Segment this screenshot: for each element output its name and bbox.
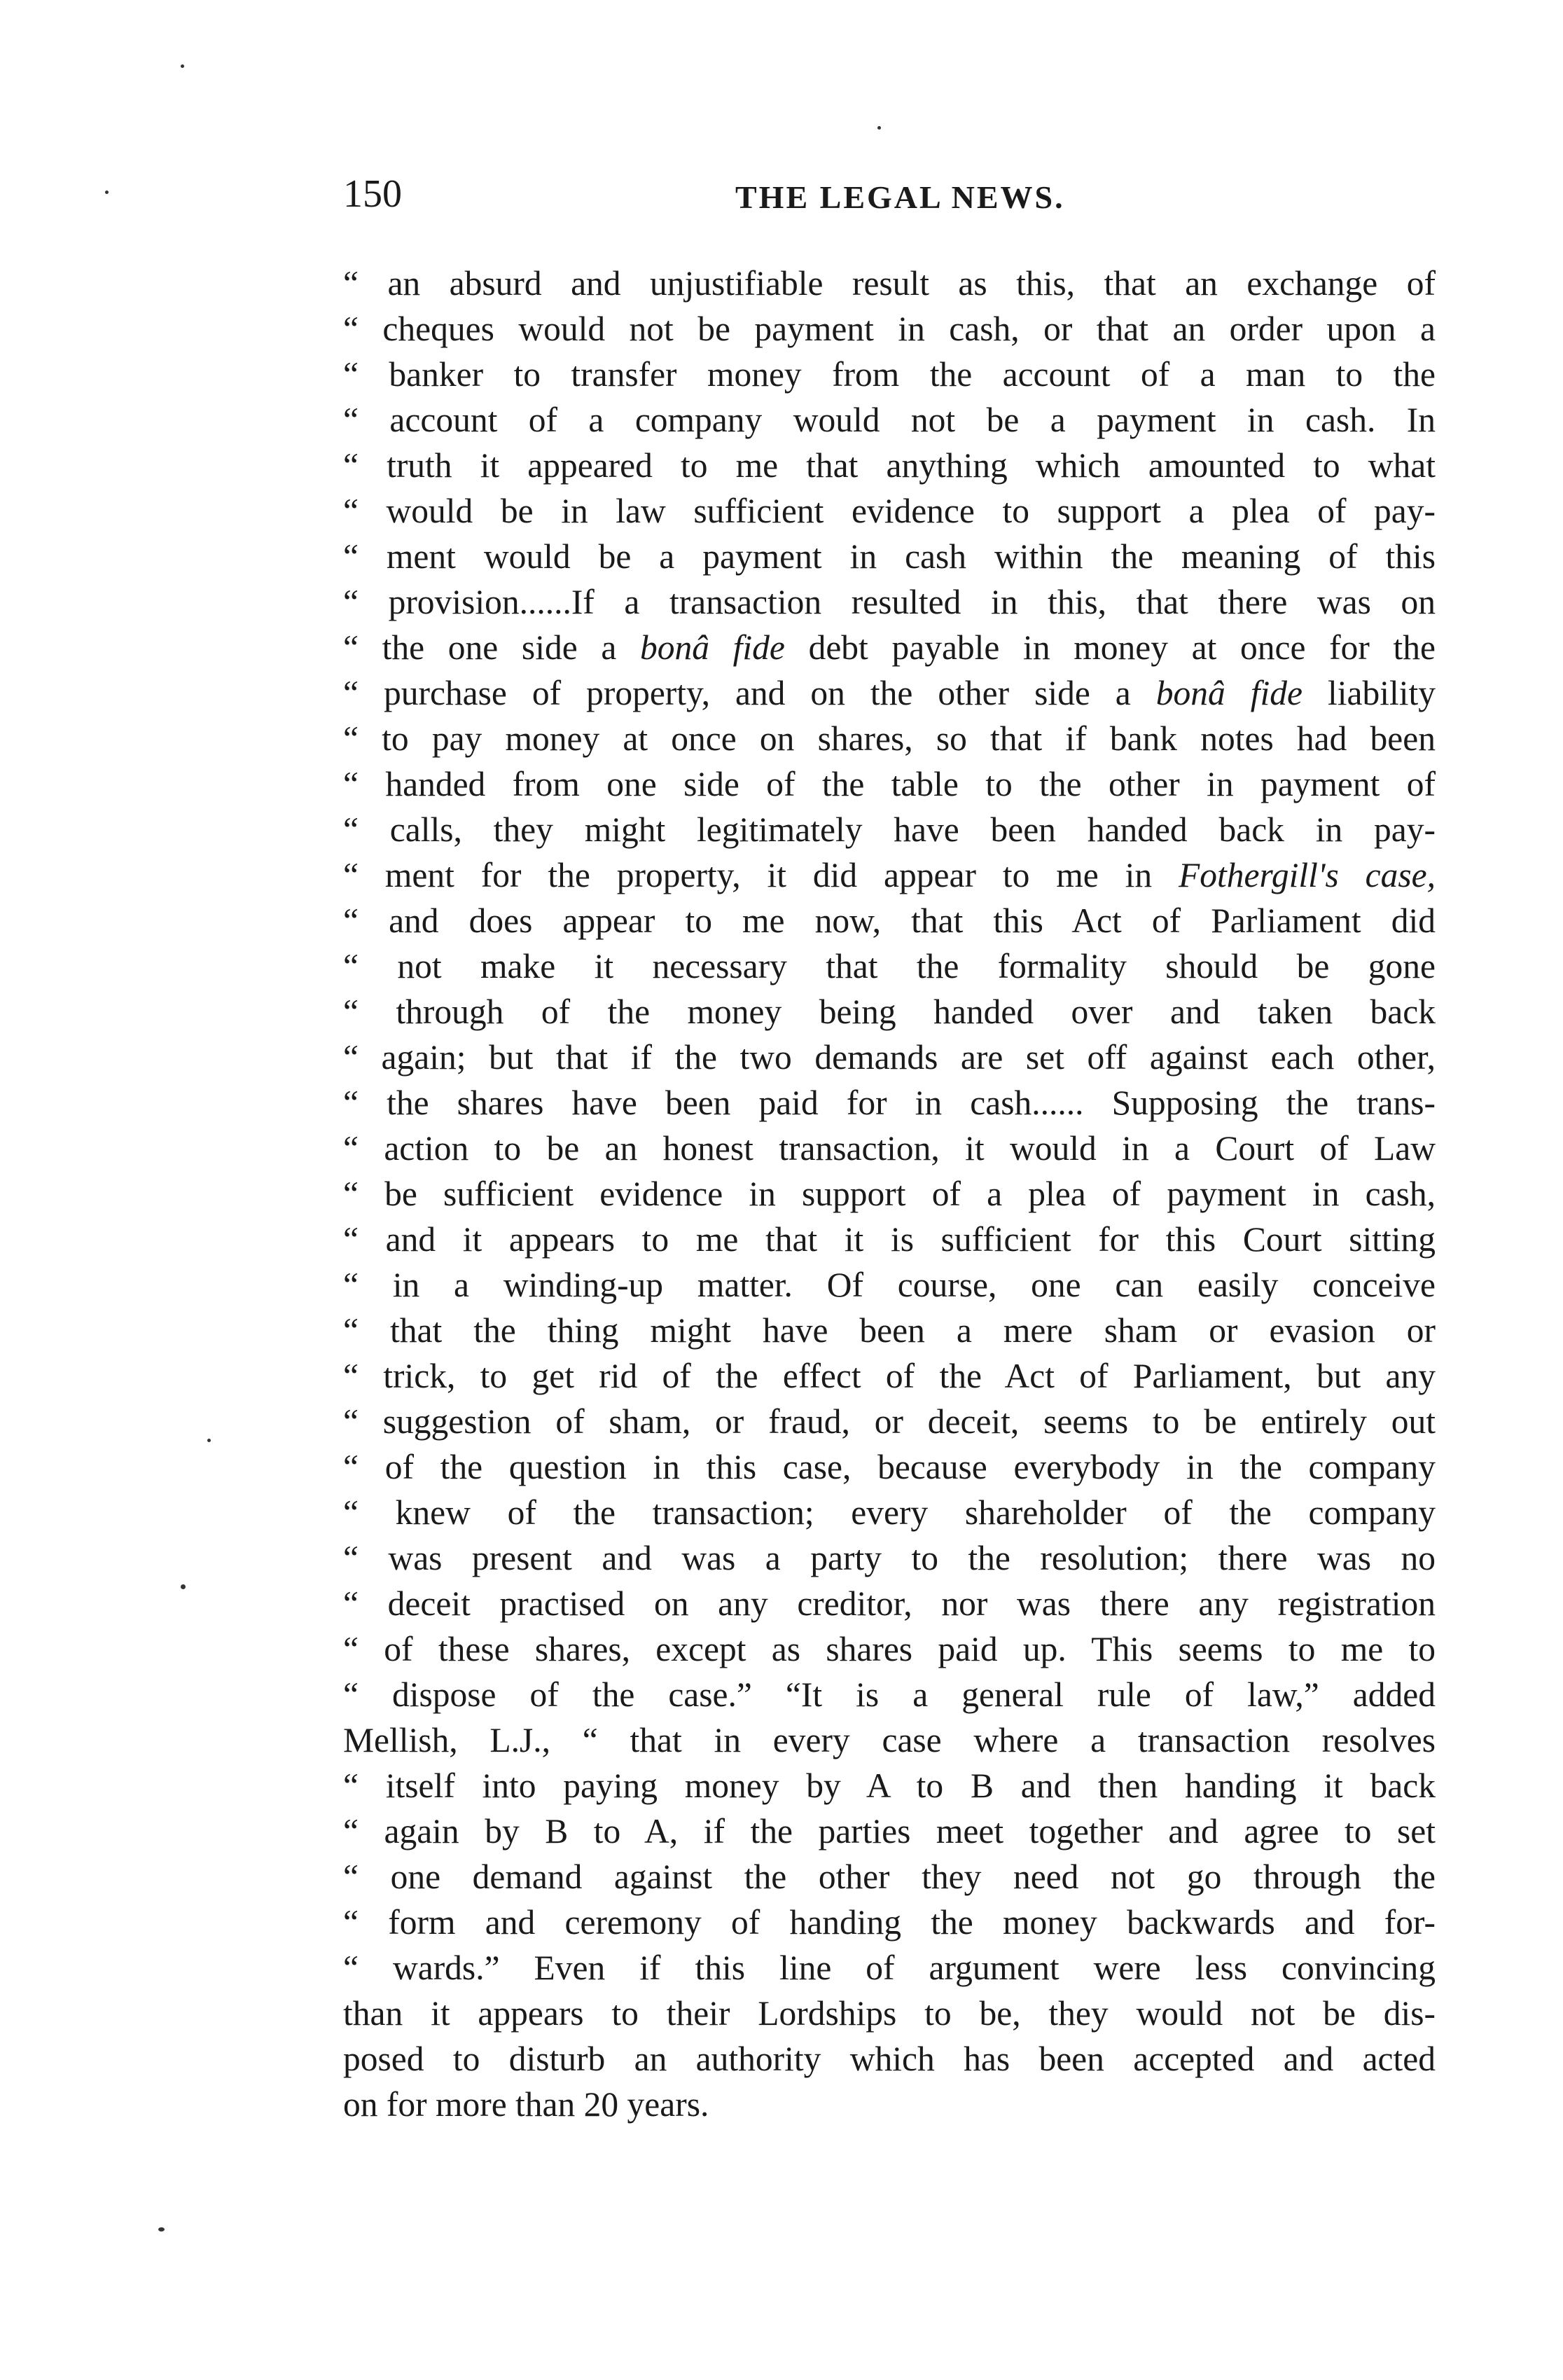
- page-number: 150: [343, 172, 402, 216]
- italic-text: Fothergill's case,: [1179, 856, 1436, 894]
- text-segment: than it appears to their Lordships to be, they would not be dis-: [343, 1994, 1436, 2033]
- text-line: [343, 670, 1436, 716]
- text-line: [343, 1399, 1436, 1444]
- text-line: [343, 1035, 1436, 1080]
- text-segment: “ would be in law sufficient evidence to support a plea of pay-: [343, 492, 1436, 530]
- body-text: [343, 261, 1436, 2127]
- scan-speck: [877, 126, 881, 130]
- text-segment: “ in a winding-up matter. Of course, one can easily conceive: [343, 1266, 1436, 1304]
- text-line: [343, 1353, 1436, 1399]
- text-line: [343, 852, 1436, 898]
- text-segment: “ the one side a: [343, 628, 640, 667]
- scan-speck: [207, 1439, 211, 1442]
- text-segment: “ be sufficient evidence in support of a plea of payment in cash,: [343, 1175, 1436, 1213]
- text-line: [343, 1672, 1436, 1717]
- text-segment: “ handed from one side of the table to the other in payment of: [343, 765, 1436, 803]
- text-segment: “ to pay money at once on shares, so that if bank notes had been: [343, 719, 1436, 758]
- text-segment: debt payable in money at once for the: [784, 628, 1436, 667]
- scan-speck: [158, 2227, 165, 2232]
- text-segment: “ of the question in this case, because everybody in the company: [343, 1448, 1436, 1486]
- text-line: [343, 1808, 1436, 1854]
- text-segment: “ ment would be a payment in cash within the meaning of this: [343, 537, 1436, 576]
- text-line: [343, 989, 1436, 1035]
- text-line: [343, 625, 1436, 670]
- text-line: [343, 1217, 1436, 1262]
- text-segment: on for more than 20 years.: [343, 2085, 709, 2124]
- text-line: [343, 1626, 1436, 1672]
- text-segment: Mellish, L.J., “ that in every case where a transaction resolves: [343, 1721, 1436, 1759]
- text-line: [343, 443, 1436, 488]
- text-line: [343, 1490, 1436, 1535]
- text-line: [343, 807, 1436, 852]
- text-line: [343, 1171, 1436, 1217]
- text-segment: “ action to be an honest transaction, it would in a Court of Law: [343, 1129, 1436, 1168]
- text-segment: “ suggestion of sham, or fraud, or deceit, seems to be entirely out: [343, 1402, 1436, 1441]
- text-line: [343, 1581, 1436, 1626]
- text-line: [343, 1717, 1436, 1763]
- text-segment: “ one demand against the other they need not go through the: [343, 1857, 1436, 1896]
- text-line: [343, 1535, 1436, 1581]
- text-segment: “ truth it appeared to me that anything which amounted to what: [343, 446, 1436, 485]
- text-line: [343, 1945, 1436, 1991]
- text-line: [343, 2082, 1436, 2127]
- text-line: [343, 1854, 1436, 1900]
- text-segment: “ purchase of property, and on the other side a: [343, 674, 1156, 712]
- text-segment: “ again; but that if the two demands are set off against each other,: [343, 1038, 1436, 1077]
- text-line: [343, 761, 1436, 807]
- text-line: [343, 261, 1436, 306]
- text-segment: “ of these shares, except as shares paid up. This seems to me to: [343, 1630, 1436, 1668]
- text-segment: “ deceit practised on any creditor, nor was there any registration: [343, 1584, 1436, 1623]
- text-segment: “ knew of the transaction; every shareholder of the company: [343, 1493, 1436, 1532]
- text-line: [343, 1080, 1436, 1126]
- text-segment: “ through of the money being handed over and taken back: [343, 992, 1436, 1031]
- text-line: [343, 1991, 1436, 2036]
- text-segment: “ cheques would not be payment in cash, or that an order upon a: [343, 310, 1436, 348]
- text-line: [343, 1126, 1436, 1171]
- text-segment: “ banker to transfer money from the account of a man to the: [343, 355, 1436, 394]
- text-segment: “ and does appear to me now, that this Act of Parliament did: [343, 901, 1436, 940]
- running-title: THE LEGAL NEWS.: [735, 179, 1065, 215]
- text-line: [343, 1308, 1436, 1353]
- text-segment: “ provision......If a transaction resulted in this, that there was on: [343, 583, 1436, 621]
- text-segment: “ itself into paying money by A to B and then handing it back: [343, 1766, 1436, 1805]
- text-segment: “ form and ceremony of handing the money backwards and for-: [343, 1903, 1436, 1942]
- text-segment: “ not make it necessary that the formality should be gone: [343, 947, 1436, 985]
- text-line: [343, 579, 1436, 625]
- text-segment: “ ment for the property, it did appear to me in: [343, 856, 1179, 894]
- text-line: [343, 716, 1436, 761]
- text-line: [343, 1763, 1436, 1808]
- scan-speck: [181, 1584, 186, 1589]
- text-segment: “ the shares have been paid for in cash...... Supposing the trans-: [343, 1084, 1436, 1122]
- scan-speck: [105, 191, 109, 194]
- text-line: [343, 488, 1436, 534]
- text-line: [343, 306, 1436, 352]
- italic-text: bonâ fide: [640, 628, 785, 667]
- text-segment: “ again by B to A, if the parties meet together and agree to set: [343, 1812, 1436, 1850]
- text-segment: “ and it appears to me that it is sufficient for this Court sitting: [343, 1220, 1436, 1259]
- italic-text: bonâ fide: [1155, 674, 1303, 712]
- text-line: [343, 943, 1436, 989]
- text-line: [343, 2036, 1436, 2082]
- text-segment: “ calls, they might legitimately have been handed back in pay-: [343, 810, 1436, 849]
- text-segment: “ an absurd and unjustifiable result as this, that an exchange of: [343, 264, 1436, 303]
- scan-speck: [181, 64, 184, 68]
- text-line: [343, 1262, 1436, 1308]
- text-segment: “ that the thing might have been a mere sham or evasion or: [343, 1311, 1436, 1350]
- text-line: [343, 352, 1436, 397]
- text-segment: “ account of a company would not be a payment in cash. In: [343, 401, 1436, 439]
- text-line: [343, 1444, 1436, 1490]
- text-segment: liability: [1302, 674, 1436, 712]
- text-line: [343, 397, 1436, 443]
- text-line: [343, 898, 1436, 943]
- text-segment: “ was present and was a party to the resolution; there was no: [343, 1539, 1436, 1577]
- text-segment: “ trick, to get rid of the effect of the Act of Parliament, but any: [343, 1357, 1436, 1395]
- text-line: [343, 534, 1436, 579]
- text-segment: “ wards.” Even if this line of argument were less convincing: [343, 1949, 1436, 1987]
- text-line: [343, 1900, 1436, 1945]
- page-header: [343, 172, 1436, 228]
- text-segment: posed to disturb an authority which has been accepted and acted: [343, 2040, 1436, 2078]
- text-segment: “ dispose of the case.” “It is a general rule of law,” added: [343, 1675, 1436, 1714]
